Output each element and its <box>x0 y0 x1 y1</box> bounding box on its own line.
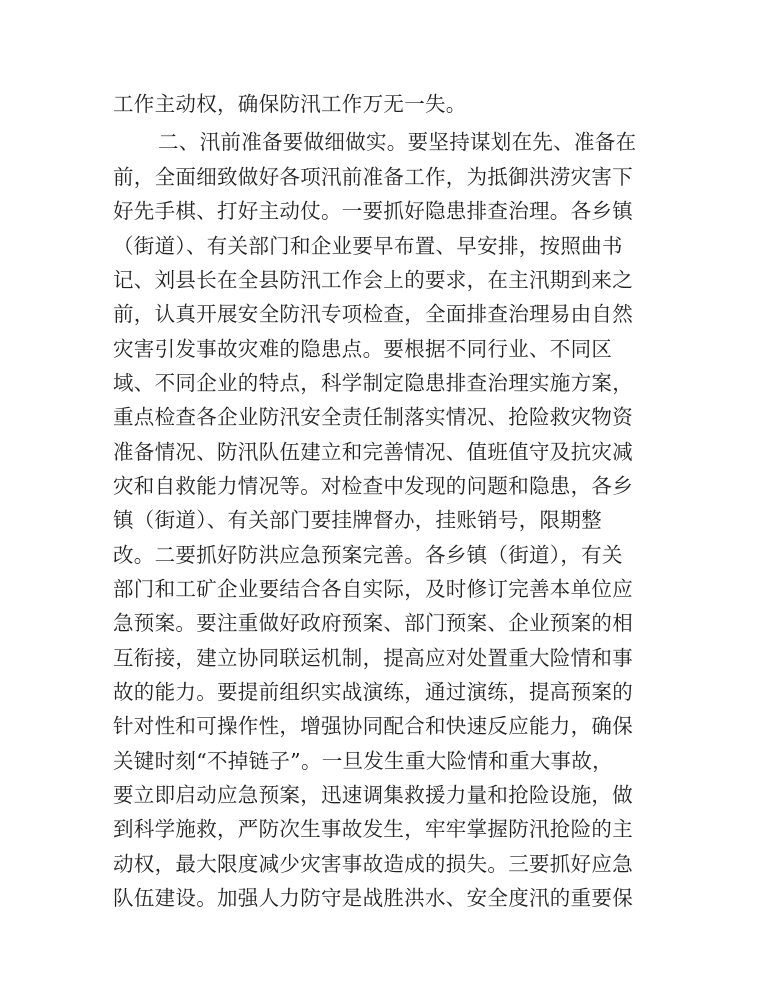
text-line: 灾和自救能力情况等。对检查中发现的问题和隐患，各乡 <box>113 474 633 498</box>
text-line: 好先手棋、打好主动仗。一要抓好隐患排查治理。各乡镇 <box>113 199 633 223</box>
text-line: 前，全面细致做好各项汛前准备工作，为抵御洪涝灾害下 <box>113 165 633 189</box>
text-line: 灾害引发事故灾难的隐患点。要根据不同行业、不同区 <box>113 337 613 361</box>
text-line: 部门和工矿企业要结合各自实际，及时修订完善本单位应 <box>113 577 633 601</box>
text-line: 到科学施救，严防次生事故发生，牢牢掌握防汛抢险的主 <box>113 817 633 841</box>
text-line: 前，认真开展安全防汛专项检查，全面排查治理易由自然 <box>113 302 633 326</box>
text-line: 互衔接，建立协同联运机制，提高应对处置重大险情和事 <box>113 646 633 670</box>
text-line: 急预案。要注重做好政府预案、部门预案、企业预案的相 <box>113 611 633 635</box>
text-line: 记、刘县长在全县防汛工作会上的要求，在主汛期到来之 <box>113 268 633 292</box>
text-line: 针对性和可操作性，增强协同配合和快速反应能力，确保 <box>113 714 633 738</box>
text-line: 队伍建设。加强人力防守是战胜洪水、安全度汛的重要保 <box>113 886 633 910</box>
section-heading-line: 二、汛前准备要做细做实。要坚持谋划在先、准备在 <box>158 130 637 154</box>
text-line: 故的能力。要提前组织实战演练，通过演练，提高预案的 <box>113 680 633 704</box>
text-line: 改。二要抓好防洪应急预案完善。各乡镇（街道），有关 <box>113 543 623 567</box>
text-line: 准备情况、防汛队伍建立和完善情况、值班值守及抗灾减 <box>113 440 633 464</box>
text-line: 关键时刻“不掉链子”。一旦发生重大险情和重大事故， <box>113 749 613 773</box>
text-line: （街道）、有关部门和企业要早布置、早安排，按照曲书 <box>113 234 623 258</box>
text-line: 镇（街道）、有关部门要挂牌督办，挂账销号，限期整 <box>113 508 602 532</box>
text-line: 动权，最大限度减少灾害事故造成的损失。三要抓好应急 <box>113 852 633 876</box>
text-line: 要立即启动应急预案，迅速调集救援力量和抢险设施，做 <box>113 783 633 807</box>
text-line: 重点检查各企业防汛安全责任制落实情况、抢险救灾物资 <box>113 405 633 429</box>
text-line: 域、不同企业的特点，科学制定隐患排查治理实施方案， <box>113 371 633 395</box>
text-line: 工作主动权，确保防汛工作万无一失。 <box>113 92 467 116</box>
